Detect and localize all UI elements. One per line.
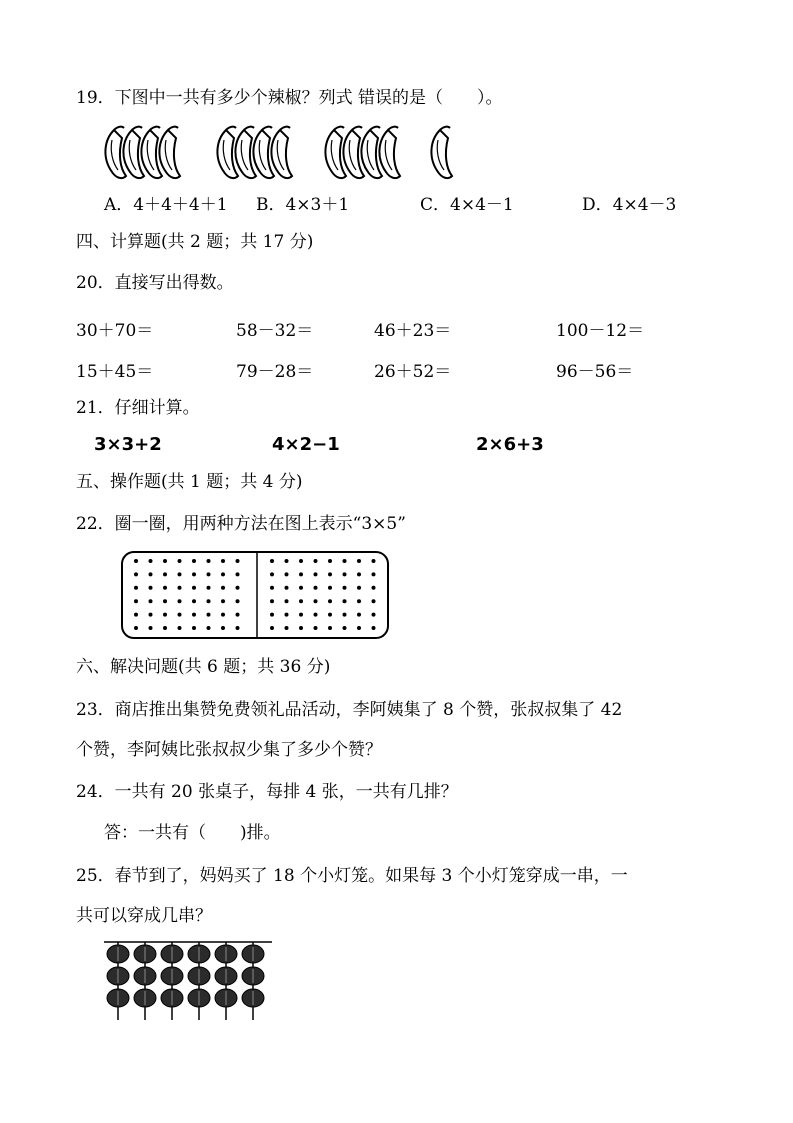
grid-dot [207, 626, 211, 630]
q19-option-b[interactable]: B．4×3＋1 [256, 195, 350, 215]
grid-dot [134, 586, 138, 590]
grid-dot [314, 586, 318, 590]
grid-dot [299, 626, 303, 630]
grid-dot [343, 559, 347, 563]
grid-dot [236, 626, 240, 630]
grid-dot [299, 572, 303, 576]
q21-expr: 4×2−1 [272, 434, 340, 455]
grid-dot [328, 613, 332, 617]
q19-option-d[interactable]: D．4×4－3 [582, 195, 677, 215]
grid-dot [285, 572, 289, 576]
grid-dot [163, 599, 167, 603]
grid-dot [163, 586, 167, 590]
grid-dot [328, 599, 332, 603]
q19-option-c[interactable]: C．4×4－1 [420, 195, 514, 215]
grid-dot [207, 572, 211, 576]
grid-dot [299, 586, 303, 590]
grid-dot [178, 599, 182, 603]
grid-dot [343, 572, 347, 576]
grid-dot [285, 599, 289, 603]
grid-dot [178, 613, 182, 617]
grid-dot [372, 599, 376, 603]
grid-dot [270, 559, 274, 563]
pepper-group-3 [325, 127, 400, 178]
grid-dot [372, 559, 376, 563]
grid-dot [221, 586, 225, 590]
pepper-group-2 [217, 127, 292, 178]
grid-dot [236, 559, 240, 563]
grid-dot [314, 626, 318, 630]
grid-dot [221, 613, 225, 617]
q25-line-2: 共可以穿成几串？ [76, 906, 212, 926]
grid-dot [149, 586, 153, 590]
grid-dot [207, 613, 211, 617]
grid-dot [236, 572, 240, 576]
grid-dot [236, 613, 240, 617]
grid-dot [221, 572, 225, 576]
q20-stem: 20．直接写出得数。 [76, 273, 234, 293]
q24-stem: 24．一共有 20 张桌子，每排 4 张，一共有几排？ [76, 782, 458, 802]
grid-dot [236, 586, 240, 590]
grid-dot [221, 626, 225, 630]
grid-dot [192, 599, 196, 603]
q25-line-1: 25．春节到了，妈妈买了 18 个小灯笼。如果每 3 个小灯笼穿成一串，一 [76, 866, 628, 886]
q23-line-1: 23．商店推出集赞免费领礼品活动，李阿姨集了 8 个赞，张叔叔集了 42 [76, 700, 623, 720]
grid-dot [285, 613, 289, 617]
grid-dot [163, 572, 167, 576]
pepper-illustration [96, 122, 496, 182]
grid-dot [149, 626, 153, 630]
grid-dot [134, 613, 138, 617]
grid-dot [357, 626, 361, 630]
grid-dot [343, 626, 347, 630]
q23-line-2: 个赞，李阿姨比张叔叔少集了多少个赞？ [76, 740, 382, 760]
grid-dot [314, 613, 318, 617]
grid-dot [149, 559, 153, 563]
q24-answer[interactable]: 答：一共有（ )排。 [104, 823, 281, 843]
grid-dot [192, 613, 196, 617]
q20-expr: 46＋23＝ [374, 321, 452, 341]
grid-dot [149, 599, 153, 603]
grid-dot [285, 559, 289, 563]
grid-dot [163, 559, 167, 563]
q22-stem: 22．圈一圈，用两种方法在图上表示“3×5” [76, 514, 406, 534]
grid-dot [178, 559, 182, 563]
pepper-single [431, 127, 452, 178]
section-5-title: 五、操作题(共 1 题；共 4 分) [76, 472, 303, 492]
grid-dot [343, 586, 347, 590]
grid-dot [221, 559, 225, 563]
grid-dot [192, 572, 196, 576]
grid-dot [372, 572, 376, 576]
grid-dot [372, 613, 376, 617]
grid-dot [270, 572, 274, 576]
grid-dot [357, 559, 361, 563]
dot-grid-frame [122, 552, 388, 638]
grid-dot [343, 613, 347, 617]
grid-dot [343, 599, 347, 603]
pepper-group-1 [105, 127, 180, 178]
grid-dot [163, 626, 167, 630]
grid-dot [328, 626, 332, 630]
grid-dot [134, 626, 138, 630]
grid-dot [207, 559, 211, 563]
grid-dot [236, 599, 240, 603]
grid-dot [207, 599, 211, 603]
grid-dot [299, 559, 303, 563]
q20-expr: 58－32＝ [236, 321, 314, 341]
grid-dot [299, 613, 303, 617]
grid-dot [270, 586, 274, 590]
q20-expr: 30＋70＝ [76, 321, 154, 341]
q19-option-a[interactable]: A．4＋4＋4＋1 [104, 195, 228, 215]
grid-dot [299, 599, 303, 603]
grid-dot [149, 572, 153, 576]
grid-dot [328, 586, 332, 590]
grid-dot [192, 586, 196, 590]
q21-stem: 21．仔细计算。 [76, 398, 200, 418]
grid-dot [270, 626, 274, 630]
q21-expr: 3×3+2 [94, 434, 162, 455]
grid-dot [192, 626, 196, 630]
grid-dot [270, 599, 274, 603]
grid-dot [328, 572, 332, 576]
section-6-title: 六、解决问题(共 6 题；共 36 分) [76, 657, 331, 677]
q19-stem: 19．下图中一共有多少个辣椒？列式 错误的是（ ）。 [76, 88, 503, 108]
grid-dot [270, 613, 274, 617]
grid-dot [357, 572, 361, 576]
grid-dot [221, 599, 225, 603]
grid-dot [134, 559, 138, 563]
grid-dot [372, 626, 376, 630]
grid-dot [192, 559, 196, 563]
q21-expr: 2×6+3 [476, 434, 544, 455]
q20-expr: 100－12＝ [556, 321, 645, 341]
grid-dot [134, 599, 138, 603]
grid-dot [314, 599, 318, 603]
grid-dot [372, 586, 376, 590]
grid-dot [285, 586, 289, 590]
grid-dot [314, 559, 318, 563]
grid-dot [134, 572, 138, 576]
q20-expr: 26＋52＝ [374, 362, 452, 382]
section-4-title: 四、计算题(共 2 题；共 17 分) [76, 232, 314, 252]
q20-expr: 96－56＝ [556, 362, 634, 382]
dot-grid-figure[interactable] [120, 550, 392, 640]
grid-dot [314, 572, 318, 576]
q20-expr: 79－28＝ [236, 362, 314, 382]
grid-dot [178, 626, 182, 630]
grid-dot [357, 586, 361, 590]
grid-dot [357, 599, 361, 603]
grid-dot [357, 613, 361, 617]
grid-dot [207, 586, 211, 590]
lantern-illustration [104, 938, 276, 1022]
q20-expr: 15＋45＝ [76, 362, 154, 382]
grid-dot [178, 572, 182, 576]
grid-dot [328, 559, 332, 563]
grid-dot [178, 586, 182, 590]
grid-dot [163, 613, 167, 617]
grid-dot [149, 613, 153, 617]
grid-dot [285, 626, 289, 630]
